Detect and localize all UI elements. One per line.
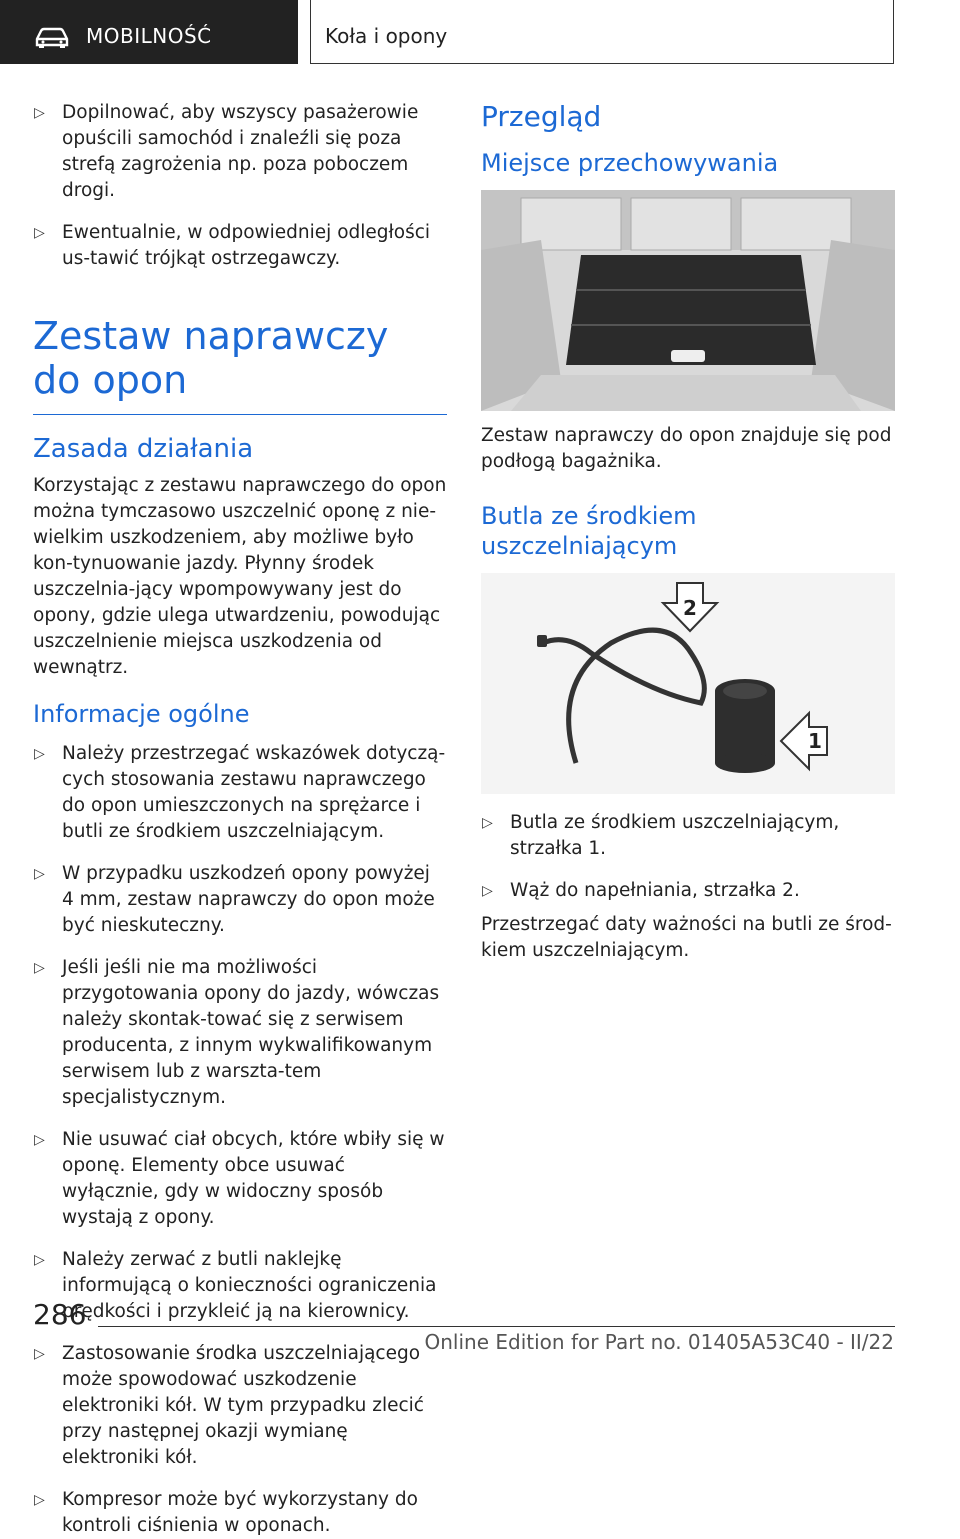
photo-caption: Zestaw naprawczy do opon znajduje się pod podłogą bagażnika.: [481, 425, 892, 472]
list-item-text: Wąż do napełniania, strzałka 2.: [510, 880, 800, 901]
bullet-icon: ▷: [482, 815, 493, 831]
sealant-bottle-figure: [481, 573, 895, 794]
bullet-icon: ▷: [34, 105, 45, 121]
list-item-text: Ewentualnie, w odpowiedniej odległości us-tawić trójkąt ostrzegawczy.: [62, 222, 431, 269]
body-paragraph: Przestrzegać daty ważności na butli ze środ-kiem uszczelniającym.: [481, 914, 892, 961]
chapter-heading: Zestaw naprawczy do opon: [33, 314, 447, 415]
bullet-icon: ▷: [34, 1132, 45, 1148]
bullet-icon: ▷: [34, 746, 45, 762]
arrow-label: 1: [808, 729, 822, 753]
trunk-photo: [481, 190, 895, 411]
list-item-text: Jeśli jeśli nie ma możliwości przygotowania opony do jazdy, wówczas należy skontak-tować się z serwisem producenta, z innym wykwalifikowanym serwisem lub z warszta-tem specjalistycznym.: [62, 957, 440, 1108]
section-heading: Informacje ogólne: [33, 700, 250, 728]
car-icon: [34, 27, 70, 53]
left-column: [33, 100, 447, 1539]
list-item-text: Należy przestrzegać wskazówek dotyczą-cych stosowania zestawu naprawczego do opon umieszczonych na sprężarce i butli ze środkiem uszczelniającym.: [62, 743, 446, 842]
body-paragraph: Korzystając z zestawu naprawczego do opon można tymczasowo uszczelnić oponę z nie-wielkim uszkodzeniem, aby możliwe było kon-tynuowanie jazdy. Płynny środek uszczelnia-jący wpompowywany jest do opony, gdzie ulega utwardzeniu, powodując uszczelnienie miejsca uszkodzenia od wewnątrz.: [33, 475, 447, 678]
bullet-icon: ▷: [34, 866, 45, 882]
list-item: [481, 810, 895, 862]
list-item-text: Nie usuwać ciał obcych, które wbiły się w oponę. Elementy obce usuwać wyłącznie, gdy w widoczny sposób wystają z opony.: [62, 1129, 445, 1228]
list-item: [33, 741, 447, 845]
arrow-label: 2: [683, 596, 697, 620]
edition-note: Online Edition for Part no. 01405A53C40 - II/22: [424, 1330, 894, 1354]
subsection-heading: Butla ze środkiem uszczelniającym: [481, 502, 697, 560]
bullet-icon: ▷: [34, 225, 45, 241]
section-heading: Zasada działania: [33, 434, 254, 464]
bullet-icon: ▷: [34, 960, 45, 976]
list-item: [33, 1487, 447, 1539]
list-item: [33, 861, 447, 939]
list-item-text: Należy zerwać z butli naklejkę informującą o konieczności ograniczenia prędkości i przykleić ją na kierownicy.: [62, 1249, 437, 1322]
list-item: [33, 1247, 447, 1325]
list-item-text: Dopilnować, aby wszyscy pasażerowie opuścili samochód i znaleźli się poza strefą zagrożenia np. poza poboczem drogi.: [62, 102, 419, 201]
subsection-heading: Miejsce przechowywania: [481, 149, 779, 177]
list-item: [33, 1127, 447, 1231]
list-item-text: Butla ze środkiem uszczelniającym, strzałka 1.: [510, 812, 840, 859]
list-item: [33, 1341, 447, 1471]
list-item: [33, 220, 447, 272]
list-item: [481, 878, 895, 904]
arrow-1: [781, 713, 827, 769]
bullet-icon: ▷: [34, 1252, 45, 1268]
bullet-icon: ▷: [34, 1492, 45, 1508]
bullet-icon: ▷: [34, 1346, 45, 1362]
list-item-text: W przypadku uszkodzeń opony powyżej 4 mm, zestaw naprawczy do opon może być nieskuteczny.: [62, 863, 435, 936]
chapter-tab: [310, 0, 894, 64]
list-item-text: Kompresor może być wykorzystany do kontroli ciśnienia w oponach.: [62, 1489, 418, 1536]
list-item: [33, 100, 447, 204]
list-item: [33, 955, 447, 1111]
section-label: MOBILNOŚĆ: [86, 24, 212, 48]
header-section-block: [0, 0, 298, 64]
chapter-title: Koła i opony: [325, 24, 448, 48]
list-item-text: Zastosowanie środka uszczelniającego może spowodować uszkodzenie elektroniki kół. W tym przypadku zlecić przy następnej okazji wymianę elektroniki kół.: [62, 1343, 424, 1468]
page-number: 286: [33, 1298, 87, 1331]
bullet-icon: ▷: [482, 883, 493, 899]
footer-divider: [98, 1326, 895, 1327]
arrow-2: [663, 583, 717, 631]
section-heading: Przegląd: [481, 100, 602, 133]
right-column: [481, 100, 895, 964]
